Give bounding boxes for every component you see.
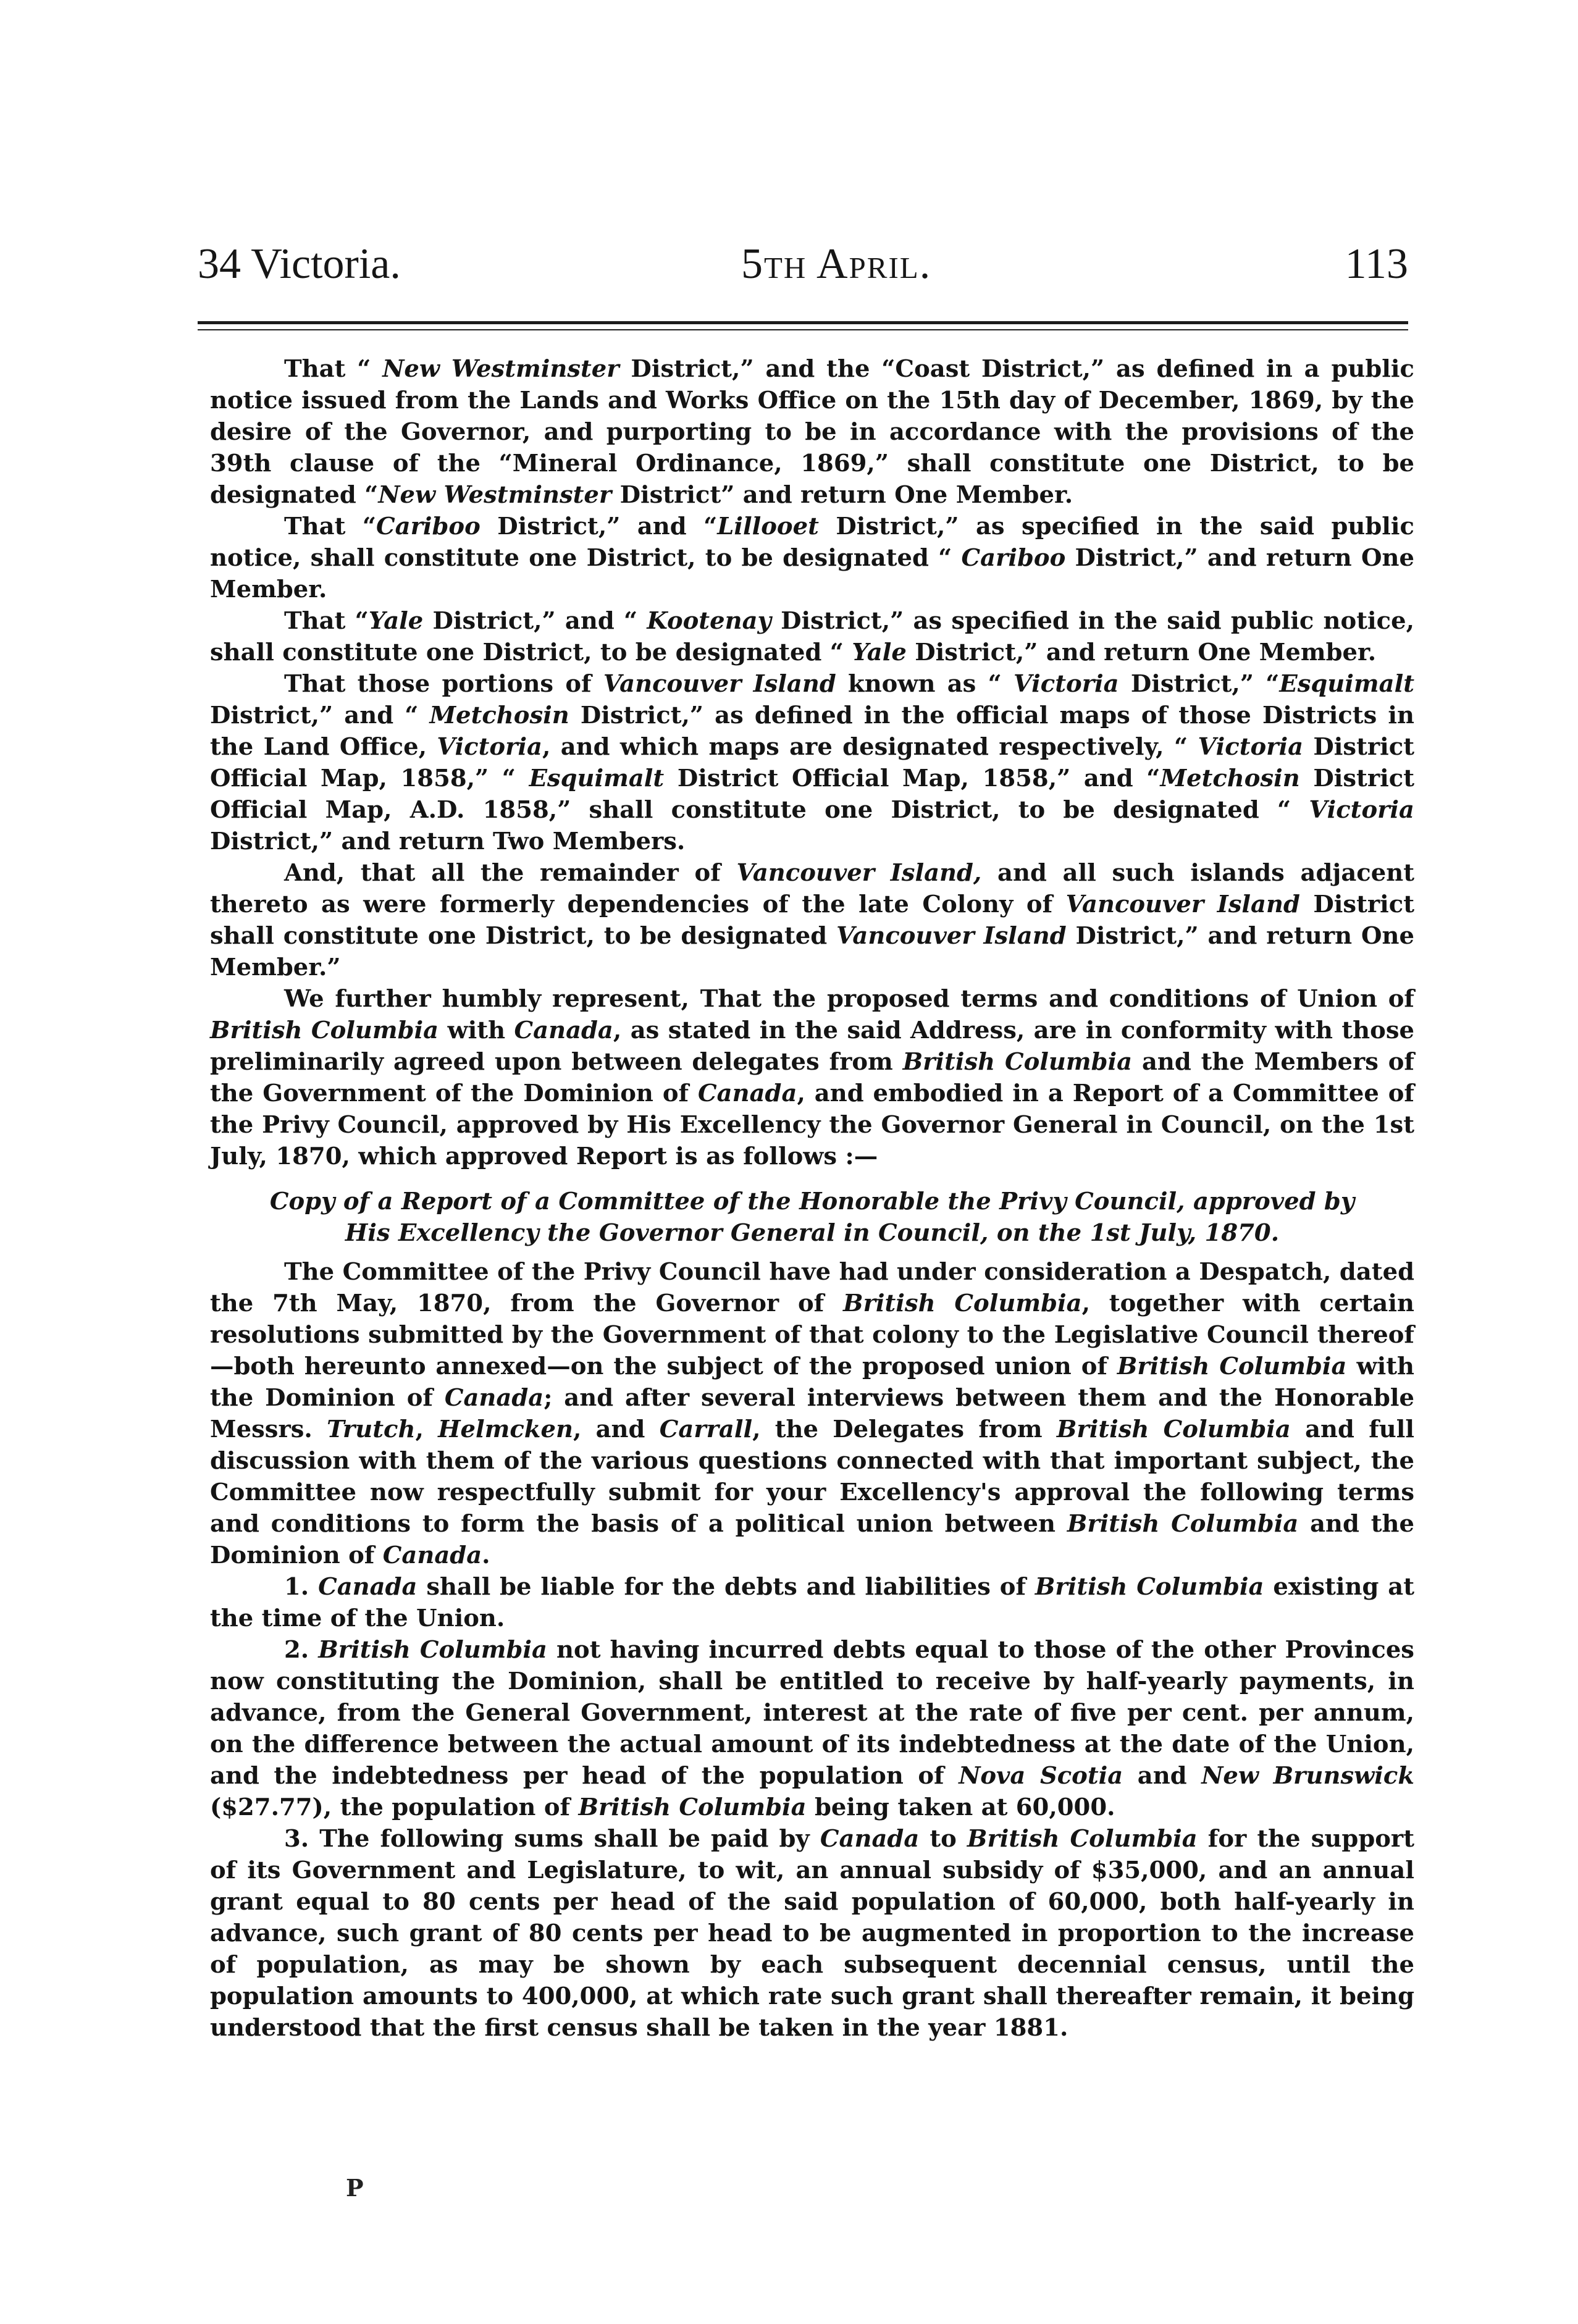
italic-name: Esquimalt bbox=[1279, 670, 1415, 698]
italic-name: Carrall bbox=[659, 1416, 753, 1443]
text-run: District Official Map, A.D. 1858,” shall constitute one District, to be designated “ bbox=[210, 765, 1414, 824]
paragraph bbox=[210, 511, 1414, 605]
text-run: District,” as specified in the said public notice, shall constitute one District, to be designated “ bbox=[210, 607, 1414, 666]
signature-mark: P bbox=[346, 2174, 364, 2202]
paragraph bbox=[210, 353, 1414, 511]
italic-name: British Columbia bbox=[967, 1825, 1198, 1853]
text-run: and all such islands adjacent thereto as were formerly dependencies of the late Colony of bbox=[210, 859, 1414, 918]
text-run: being taken at 60,000. bbox=[806, 1793, 1115, 1821]
text-run: That “ bbox=[284, 607, 369, 635]
paragraph bbox=[210, 668, 1414, 857]
italic-name: Kootenay bbox=[647, 607, 771, 635]
body-text bbox=[210, 353, 1414, 2044]
italic-name: Victoria bbox=[1198, 733, 1304, 761]
text-run: ($27.77), the population of bbox=[210, 1793, 579, 1821]
italic-name: Lillooet bbox=[717, 513, 819, 540]
text-run: District shall constitute one District, to be designated bbox=[210, 891, 1414, 950]
text-run: and bbox=[1123, 1762, 1202, 1790]
italic-name: British Columbia bbox=[1067, 1510, 1299, 1538]
italic-name: British Columbia bbox=[1056, 1416, 1291, 1443]
paragraph bbox=[210, 983, 1414, 1172]
header-date: 5th April. bbox=[741, 240, 932, 288]
text-run: , and embodied in a Report of a Committee of the Privy Council, approved by His Excellency the Governor General in Council, on the 1st July, 1870, which approved Report is as follows :— bbox=[210, 1080, 1414, 1170]
italic-name: Victoria bbox=[437, 733, 542, 761]
italic-name: Yale bbox=[852, 639, 907, 666]
italic-name: Trutch bbox=[327, 1416, 416, 1443]
paragraph bbox=[210, 1634, 1414, 1823]
text-run: existing at the time of the Union. bbox=[210, 1573, 1414, 1632]
text-run: District,” and the “Coast District,” as defined in a public notice issued from the Lands and Works Office on the 15th day of December, 1869, by the desire of the Governor, and purporting to be in accordance with the provisions of the 39th clause of the “Mineral Ordinance, 1869,” shall constitute one District, to be designated “ bbox=[210, 355, 1414, 509]
text-run: District,” and return Two Members. bbox=[210, 828, 686, 855]
paragraph bbox=[210, 857, 1414, 983]
report-caption: Copy of a Report of a Committee of the Honorable the Privy Council, approved by His Excellency the Governor General in Council, on the 1st July, 1870. bbox=[269, 1188, 1355, 1247]
text-run: District,” and return One Member. bbox=[210, 544, 1415, 603]
italic-name: British Columbia bbox=[1117, 1353, 1347, 1380]
italic-name: British Columbia bbox=[843, 1290, 1082, 1317]
text-run: District,” and “ bbox=[480, 513, 718, 540]
text-run: District,” as specified in the said public notice, shall constitute one District, to be designated “ bbox=[210, 513, 1415, 572]
italic-name: Canada bbox=[444, 1384, 544, 1412]
text-run: , and bbox=[573, 1416, 660, 1443]
text-run: , as stated in the said Address, are in conformity with those preliminarily agreed upon between delegates from bbox=[210, 1017, 1414, 1076]
italic-name: Cariboo bbox=[376, 513, 481, 540]
paragraph bbox=[210, 1256, 1414, 1571]
italic-name: Canada bbox=[318, 1573, 418, 1601]
italic-name: Victoria bbox=[1309, 796, 1414, 824]
text-run: District,” “ bbox=[1118, 670, 1280, 698]
text-run: known as “ bbox=[836, 670, 1014, 698]
italic-name: Canada bbox=[514, 1017, 613, 1044]
italic-name: Cariboo bbox=[961, 544, 1066, 572]
text-run: and the Members of the Government of the Dominion of bbox=[210, 1048, 1414, 1107]
italic-name: Metchosin bbox=[1160, 765, 1300, 792]
italic-name: Canada bbox=[698, 1080, 797, 1107]
text-run: District Official Map, 1858,” “ bbox=[210, 733, 1415, 792]
paragraph bbox=[210, 1571, 1414, 1634]
italic-name: British Columbia bbox=[210, 1017, 439, 1044]
text-run: with bbox=[439, 1017, 514, 1044]
italic-name: British Columbia bbox=[318, 1636, 547, 1664]
text-run: and the Dominion of bbox=[210, 1510, 1414, 1569]
italic-name: Helmcken bbox=[438, 1416, 573, 1443]
text-run: 2. bbox=[284, 1636, 319, 1664]
italic-name: Vancouver Island bbox=[836, 922, 1067, 950]
italic-name: Yale bbox=[368, 607, 424, 635]
text-run: , the Delegates from bbox=[752, 1416, 1057, 1443]
italic-name: Canada bbox=[820, 1825, 920, 1853]
italic-name: British Columbia bbox=[1035, 1573, 1264, 1601]
italic-name: New Brunswick bbox=[1201, 1762, 1414, 1790]
text-run: The Committee of the Privy Council have had under consideration a Despatch, dated the 7th May, 1870, from the Governor of bbox=[210, 1258, 1414, 1317]
italic-name: Victoria bbox=[1013, 670, 1119, 698]
italic-name: Vancouver Island, bbox=[736, 859, 982, 887]
italic-name: Metchosin bbox=[429, 702, 569, 729]
text-run: District,” and “ bbox=[423, 607, 647, 635]
text-run: and full discussion with them of the various questions connected with that important subject, the Committee now respectfully submit for your Excellency's approval the following terms and conditions to form the basis of a political union between bbox=[210, 1416, 1415, 1538]
text-run: ; and after several interviews between them and the Honorable Messrs. bbox=[210, 1384, 1414, 1443]
text-run: , together with certain resolutions submitted by the Government of that colony to the Legislative Council thereof—both hereunto annexed—on the subject of the proposed union of bbox=[210, 1290, 1414, 1380]
text-run: District” and return One Member. bbox=[611, 481, 1073, 509]
italic-name: Esquimalt bbox=[529, 765, 665, 792]
text-run: not having incurred debts equal to those of the other Provinces now constituting the Dominion, shall be entitled to receive by half-yearly payments, in advance, from the General Government, interest at the rate of five per cent. per annum, on the difference between the actual amount of its indebtedness at the date of the Union, and the indebtedness per head of the population of bbox=[210, 1636, 1414, 1790]
text-run: 3. The following sums shall be paid by bbox=[284, 1825, 820, 1853]
text-run: to bbox=[919, 1825, 967, 1853]
text-run: District,” and “ bbox=[210, 702, 430, 729]
text-run: District,” and return One Member.” bbox=[210, 922, 1415, 981]
italic-name: Nova Scotia bbox=[959, 1762, 1123, 1790]
header-rule-thick bbox=[198, 321, 1408, 324]
italic-name: New Westminster bbox=[378, 481, 612, 509]
paragraph bbox=[210, 1823, 1414, 2044]
report-paragraphs bbox=[210, 1256, 1414, 2044]
text-run: with the Dominion of bbox=[210, 1353, 1414, 1412]
text-run: for the support of its Government and Legislature, to wit, an annual subsidy of $35,000, and an annual grant equal to 80 cents per head of the said population of 60,000, both half-yearly in advance, such grant of 80 cents per head to be augmented in proportion to the increase of population, as may be shown by each subsequent decennial census, until the population amounts to 400,000, at which rate such grant shall thereafter remain, it being understood that the first census shall be taken in the year 1881. bbox=[210, 1825, 1414, 2042]
text-run: 1. bbox=[284, 1573, 319, 1601]
text-run: That those portions of bbox=[284, 670, 603, 698]
text-run: , bbox=[415, 1416, 439, 1443]
italic-name: Vancouver Island bbox=[603, 670, 836, 698]
text-run: , and which maps are designated respectively, “ bbox=[542, 733, 1198, 761]
italic-name: British Columbia bbox=[578, 1793, 807, 1821]
running-header bbox=[198, 240, 1408, 308]
text-run: And, that all the remainder of bbox=[284, 859, 737, 887]
text-run: That “ bbox=[284, 355, 383, 383]
district-paragraphs bbox=[210, 353, 1414, 1172]
italic-name: British Columbia bbox=[902, 1048, 1133, 1076]
text-run: That “ bbox=[284, 513, 376, 540]
text-run: shall be liable for the debts and liabilities of bbox=[417, 1573, 1035, 1601]
text-run: We further humbly represent, That the proposed terms and conditions of Union of bbox=[284, 985, 1414, 1013]
text-run: District,” and return One Member. bbox=[906, 639, 1377, 666]
text-run: District,” as defined in the official maps of those Districts in the Land Office, bbox=[210, 702, 1414, 761]
italic-name: Vancouver Island bbox=[1065, 891, 1300, 918]
italic-name: New Westminster bbox=[382, 355, 619, 383]
text-run: . bbox=[482, 1542, 490, 1569]
header-regnal-year: 34 Victoria. bbox=[198, 240, 401, 288]
italic-name: Canada bbox=[382, 1542, 482, 1569]
header-rule-thin bbox=[198, 329, 1408, 330]
paragraph bbox=[210, 605, 1414, 668]
text-run: District Official Map, 1858,” and “ bbox=[664, 765, 1160, 792]
page-number: 113 bbox=[1345, 240, 1408, 288]
